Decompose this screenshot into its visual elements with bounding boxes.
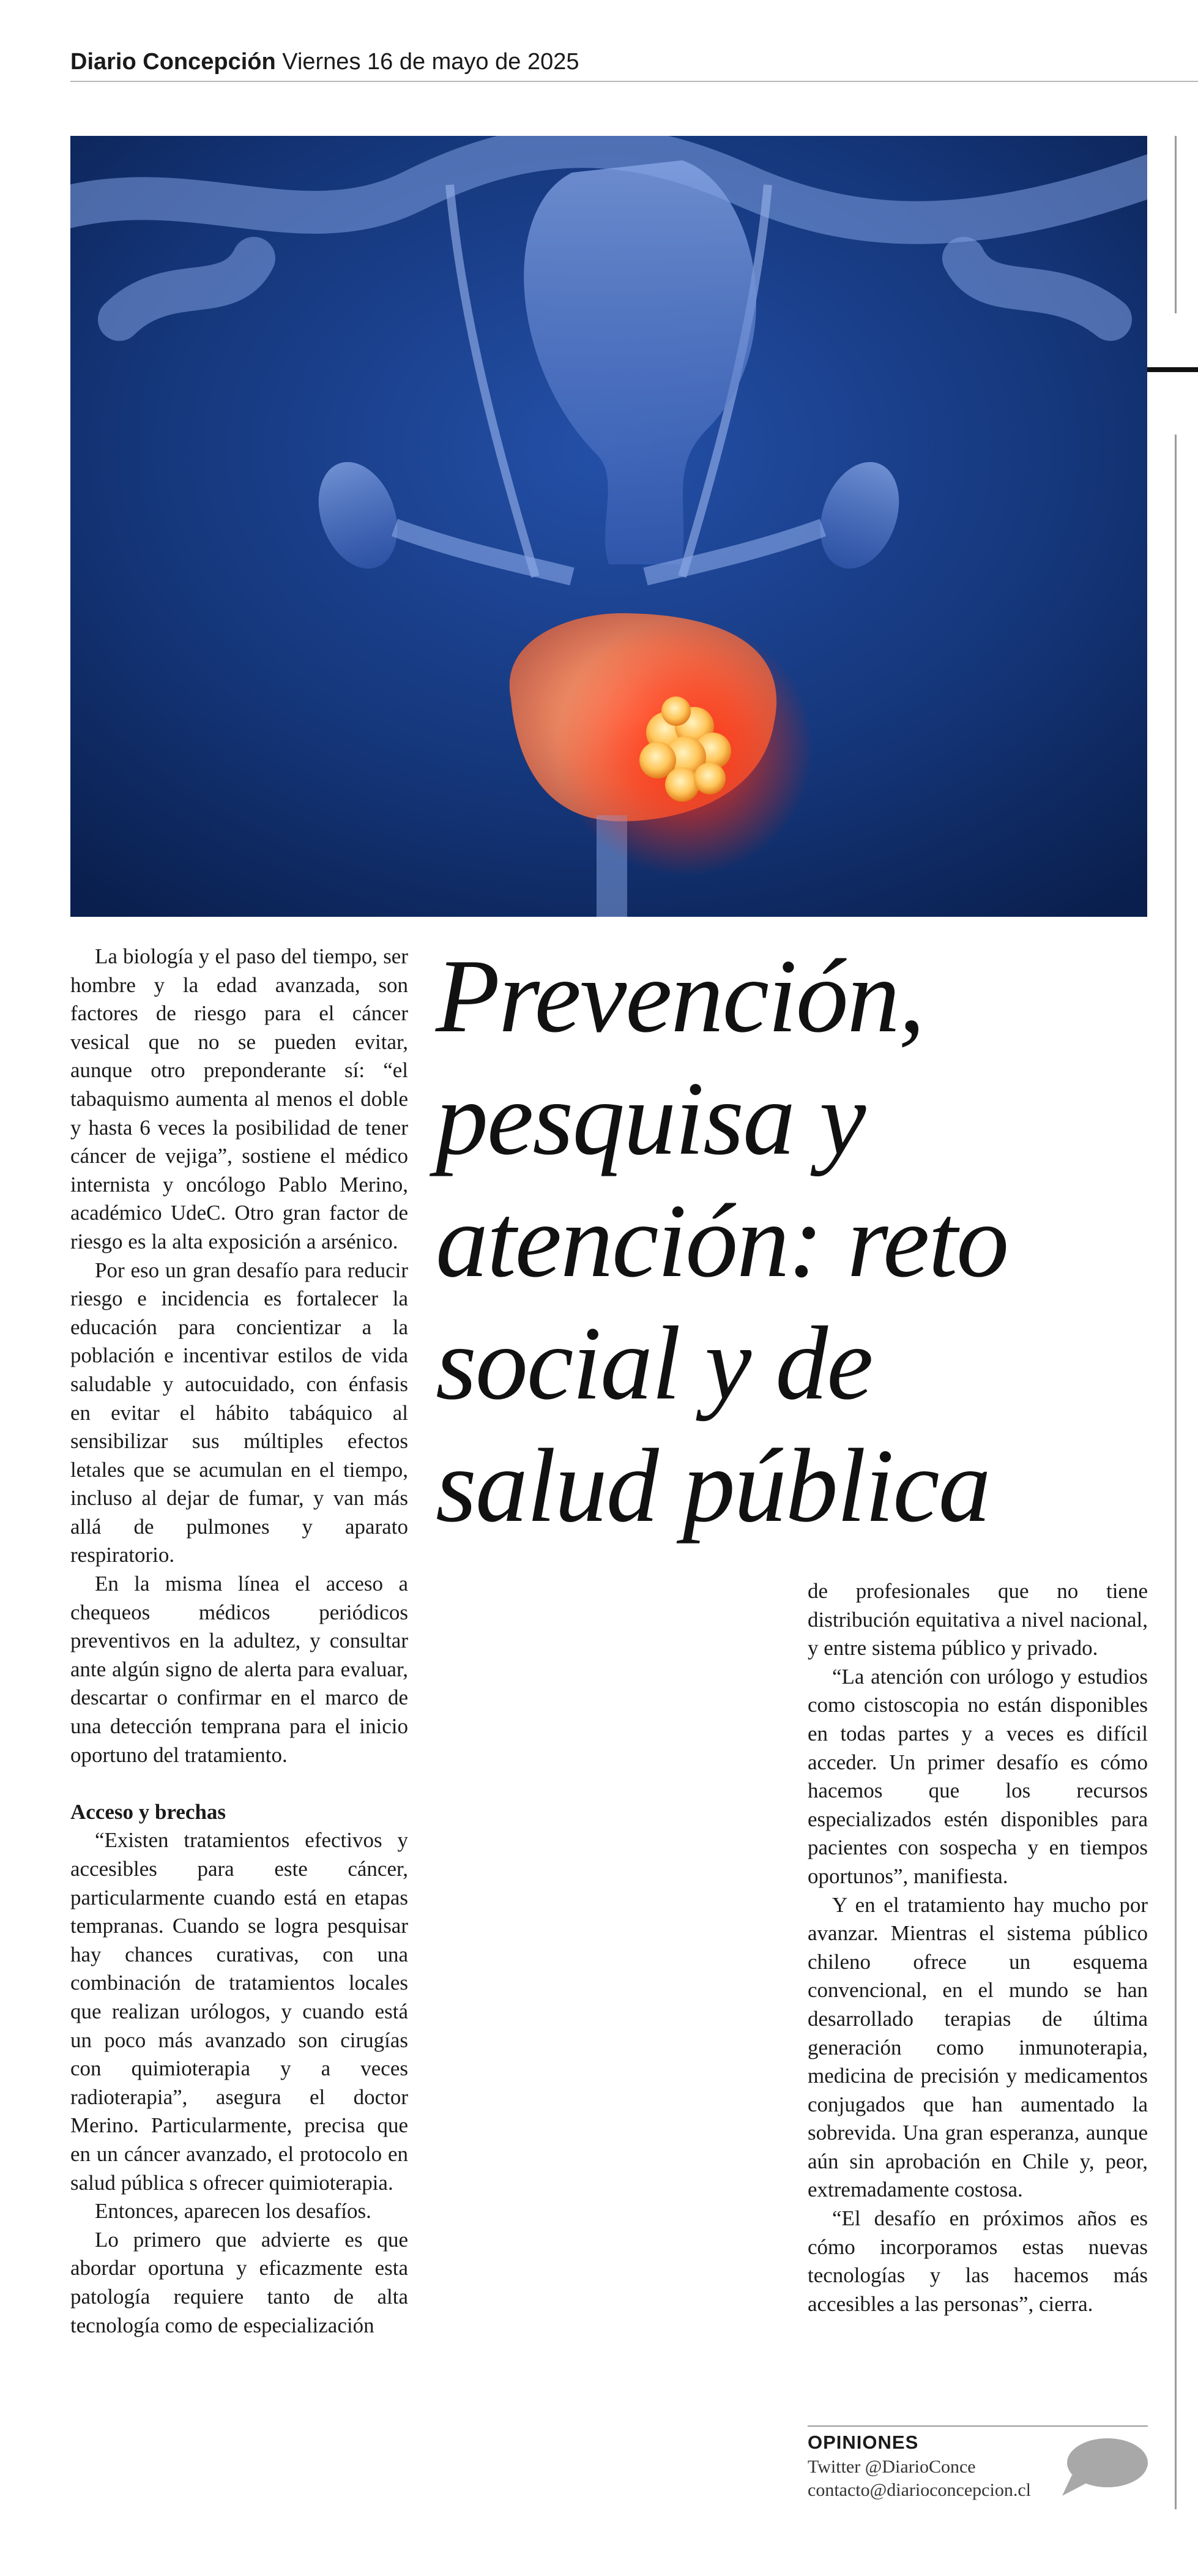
subheading: Acceso y brechas [70, 1799, 226, 1824]
bladder-tumor-illustration [70, 136, 1147, 917]
paragraph: La biología y el paso del tiempo, ser hombre y la edad avanzada, son factores de riesgo para el cáncer vesical que no se pueden evitar, aunque otro preponderante sí: “el tabaquismo aumenta al menos el doble y hasta 6 veces la posibilidad de tener cáncer de vejiga”, sostiene el médico internista y oncólogo Pablo Merino, académico UdeC. Otro gran factor de riesgo es la alta exposición a arsénico. [70, 944, 408, 1253]
margin-bar [1144, 367, 1198, 372]
paragraph: Por eso un gran desafío para reducir riesgo e incidencia es fortalecer la educación para concientizar a la población e incentivar estilos de vida saludable y autocuidado, con énfasis en evitar el hábito tabáquico al sensibilizar sus múltiples efectos letales que se acumulan en el tiempo, incluso al dejar de fumar, y van más allá de pulmones y aparato respiratorio. [70, 1258, 408, 1567]
headline-line: social y de [436, 1305, 872, 1422]
headline-line: pesquisa y [436, 1061, 865, 1177]
hero-image [70, 136, 1147, 917]
contact-email[interactable]: contacto@diarioconcepcion.cl [808, 2480, 1031, 2500]
margin-line-bottom [1175, 435, 1177, 2509]
paragraph: Lo primero que advierte es que abordar oportuna y eficazmente esta patología requiere tanto de alta tecnología como de especialización [70, 2227, 408, 2337]
paragraph: “El desafío en próximos años es cómo incorporamos estas nuevas tecnologías y las hacemos más accesibles a las personas”, cierra. [808, 2206, 1148, 2316]
article-column-left [70, 943, 408, 2340]
headline-line: atención: reto [436, 1183, 1008, 1299]
headline [436, 935, 1109, 1547]
header-rule [70, 81, 1198, 82]
opinions-rule [808, 2425, 1148, 2427]
headline-line: salud pública [436, 1428, 990, 1544]
paragraph: Y en el tratamiento hay mucho por avanzar. Mientras el sistema público chileno ofrece un esquema convencional, en el mundo se han desarrollado terapias de última generación como inmunoterapia, medicina de precisión y medicamentos conjugados que han aumentado la sobrevida. Una gran esperanza, aunque aún sin aprobación en Chile y, peor, extremadamente costosa. [808, 1892, 1148, 2202]
paragraph: “La atención con urólogo y estudios como cistoscopia no están disponibles en todas partes y a veces es difícil acceder. Un primer desafío es cómo hacemos que los recursos especializados estén disponibles para pacientes con sospecha y en tiempos oportunos”, manifiesta. [808, 1664, 1148, 1888]
paragraph: Entonces, aparecen los desafíos. [95, 2199, 371, 2223]
article-column-right [808, 1577, 1148, 2318]
speech-bubble-icon [1058, 2437, 1149, 2498]
opinions-box [808, 2430, 1065, 2502]
page-header [70, 43, 1147, 81]
issue-date: Viernes 16 de mayo de 2025 [282, 49, 579, 75]
opinions-title: OPINIONES [808, 2432, 919, 2453]
paragraph: En la misma línea el acceso a chequeos médicos periódicos preventivos en la adultez, y consultar ante algún signo de alerta para evaluar, descartar o confirmar en el marco de una detección temprana para el inicio oportuno del tratamiento. [70, 1572, 408, 1767]
margin-line-top [1175, 136, 1177, 313]
spacer [70, 1769, 408, 1798]
twitter-handle[interactable]: Twitter @DiarioConce [808, 2457, 976, 2477]
paragraph: de profesionales que no tiene distribución equitativa a nivel nacional, y entre sistema público y privado. [808, 1579, 1148, 1660]
headline-line: Prevención, [436, 938, 924, 1055]
newspaper-name: Diario Concepción [70, 49, 276, 75]
paragraph: “Existen tratamientos efectivos y accesibles para este cáncer, particularmente cuando está en etapas tempranas. Cuando se logra pesquisar hay chances curativas, con una combinación de tratamientos locales que realizan urólogos, y cuando está un poco más avanzado son cirugías con quimioterapia y a veces radioterapia”, asegura el doctor Merino. Particularmente, precisa que en un cáncer avanzado, el protocolo en salud pública s ofrecer quimioterapia. [70, 1828, 408, 2195]
